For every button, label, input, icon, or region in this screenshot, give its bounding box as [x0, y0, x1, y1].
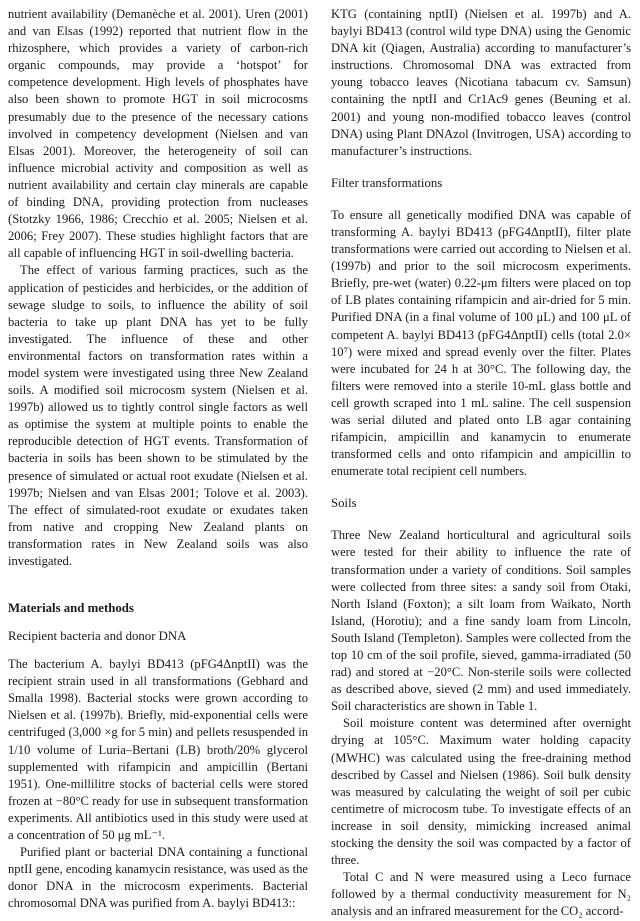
paragraph: Soil moisture content was determined after overnight drying at 105°C. Maximum water holding capacity (MWHC) was calculated using the free-draining method described by Cassel and Nielsen (1986). Soil bulk density was measured by calculating the weight of soil per cubic centimetre of microcosm tube. To investigate effects of an increase in soil density, mimicking increased animal stocking the density the soil was compacted by a factor of three. [331, 716, 631, 868]
subsection-heading: Soils [331, 496, 357, 511]
paragraph: Total C and N were measured using a Leco furnace followed by a thermal conductivity measurement for N₂ analysis and an infrared measurement for the CO₂ accord- [331, 870, 631, 919]
paragraph: The effect of various farming practices, such as the application of pesticides and herbicides, or the addition of sewage sludge to soils, to influence the ability of soil bacteria to take up plant DNA has yet to be fully investigated. The influence of these and other environmental factors on transformation rates within a model system were investigated using three New Zealand soils. A modified soil microcosm system (Nielsen et al. 1997b) allowed us to tightly control single factors as well as optimise the system at multiple points to enable the reproducible detection of HGT events. Transformation of bacteria in soils has been shown to be stimulated by the presence of simulated or actual root exudate (Nielsen et al. 1997b; Nielsen and van Elsas 2001; Tolove et al. 2003). The effect of simulated-root exudate or exudates taken from native and cropping New Zealand plants on transformation rates in New Zealand soils was also investigated. [8, 263, 308, 568]
paragraph: Three New Zealand horticultural and agricultural soils were tested for their ability to influence the rate of transformation under a variety of conditions. Soil samples were collected from three sites: a sandy soil from Otaki, North Island (Foxton); a silt loam from Waikato, North Island, (Horotiu); and a fine sandy loam from Lincoln, South Island (Templeton). Samples were collected from the top 10 cm of the soil profile, sieved, gamma-irradiated (50 rad) and stored at −20°C. Non-sterile soils were collected as described above, sieved (2 mm) and used immediately. Soil characteristics are shown in Table 1. [331, 528, 631, 714]
left-column [8, 6, 308, 913]
paragraph: Purified plant or bacterial DNA containing a functional nptII gene, encoding kanamycin resistance, was used as the donor DNA in the microcosm experiments. Bacterial chromosomal DNA was purified from A. baylyi BD413:: [8, 845, 308, 911]
subsection-heading: Recipient bacteria and donor DNA [8, 629, 187, 644]
subsection-heading: Filter transformations [331, 175, 443, 190]
right-column [331, 6, 631, 921]
paragraph: KTG (containing nptII) (Nielsen et al. 1997b) and A. baylyi BD413 (control wild type DNA) using the Genomic DNA kit (Qiagen, Australia) according to manufacturer’s instructions. Chromosomal DNA was extracted from young tobacco leaves (Nicotiana tabacum cv. Samsun) containing the nptII and Cr1Ac9 genes (Beuning et al. 2001) and young non-modified tobacco leaves (control DNA) using Plant DNAzol (Invitrogen, USA) according to manufacturer’s instructions. [331, 7, 631, 158]
section-heading: Materials and methods [8, 601, 134, 616]
paragraph: nutrient availability (Demanèche et al. 2001). Uren (2001) and van Elsas (1992) reported that nutrient flow in the rhizosphere, which provides a variety of carbon-rich organic compounds, may provide a ‘hotspot’ for competence development. High levels of phosphates have also been shown to promote HGT in soil microcosms presumably due to the presence of the necessary cations involved in competency development (Nielsen and van Elsas 2001). Moreover, the heterogeneity of soil can influence microbial activity and composition as well as nutrient availability and certain clay minerals are capable of binding DNA, providing protection from nucleases (Stotzky 1966, 1986; Crecchio et al. 2005; Nielsen et al. 2006; Frey 2007). These studies highlight factors that are all capable of influencing HGT in soil-dwelling bacteria. [8, 7, 308, 261]
paragraph: To ensure all genetically modified DNA was capable of transforming A. baylyi BD413 (pFG4ΔnptII), filter plate transformations were carried out according to Nielsen et al. (1997b) and prior to the soil microcosm experiments. Briefly, pre-wet (water) 0.22-μm filters were placed on top of LB plates containing rifampicin and air-dried for 5 min. Purified DNA (in a final volume of 100 μL) and 100 μL of competent A. baylyi BD413 (pFG4ΔnptII) cells (total 2.0× 10⁷) were mixed and spread evenly over the filter. Plates were incubated for 24 h at 30°C. The following day, the filters were removed into a sterile 10-mL glass bottle and cell growth scraped into 1 mL saline. The cell suspension was serial diluted and plated onto LB agar containing rifampicin, ampicillin and kanamycin to enumerate transformed cells and onto rifampicin and ampicillin to enumerate total recipient cell numbers. [331, 207, 631, 479]
paragraph: The bacterium A. baylyi BD413 (pFG4ΔnptII) was the recipient strain used in all transformations (Gebhard and Smalla 1998). Bacterial stocks were grown according to Nielsen et al. (1997b). Briefly, mid-exponential cells were centrifuged (3,000 ×g for 5 min) and pellets resuspended in 1/10 volume of Luria–Bertani (LB) broth/20% glycerol supplemented with rifampicin and ampicillin (Bertani 1951). One-millilitre stocks of bacterial cells were stored frozen at −80°C ready for use in subsequent transformation experiments. All antibiotics used in this study were used at a concentration of 50 μg mL⁻¹. [8, 657, 308, 843]
